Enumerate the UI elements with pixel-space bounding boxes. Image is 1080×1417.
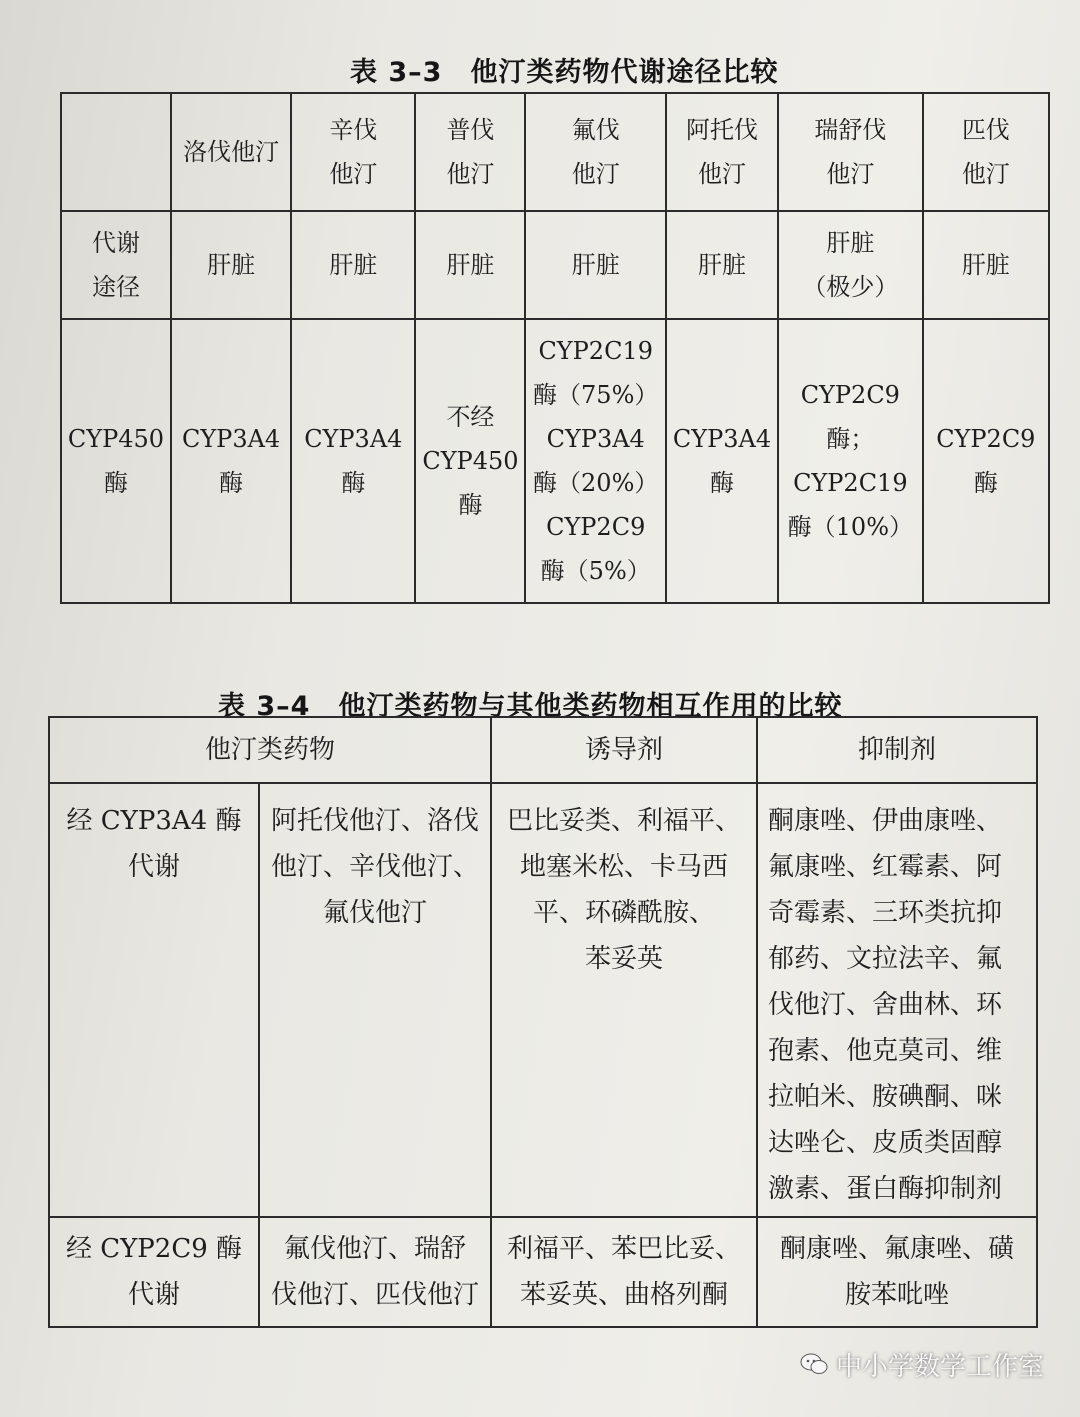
cell-text-line: CYP3A4 <box>546 425 645 453</box>
cell-text-line: 他汀 <box>446 160 495 188</box>
table-cell <box>923 211 1049 319</box>
table-cell <box>666 319 778 603</box>
cell-text-line: CYP3A4 <box>181 425 281 453</box>
table-3-3 <box>60 92 1050 604</box>
table-cell <box>259 1217 491 1327</box>
table-row <box>61 211 1049 319</box>
header-cell: 他汀类药物 <box>49 717 491 783</box>
cell-text-line: 辛伐 <box>329 116 378 144</box>
cell-text-line: 他汀 <box>961 160 1010 188</box>
table-cell <box>61 319 171 603</box>
table-header-row <box>49 717 1037 783</box>
cell-text-line: 肝脏 <box>207 251 256 279</box>
table-3-3-caption: 表 3–3 他汀类药物代谢途径比较 <box>350 57 779 88</box>
table-cell <box>49 1217 259 1327</box>
wechat-icon <box>800 1352 828 1376</box>
cell-text-line: 郁药、文拉法辛、氟 <box>768 944 1003 974</box>
table-cell <box>49 783 259 1217</box>
table-cell <box>491 783 757 1217</box>
cell-text-line: 不经 <box>446 403 495 431</box>
watermark-text: 中小学数学工作室 <box>836 1352 1045 1382</box>
table-cell <box>757 783 1037 1217</box>
table-cell <box>415 211 525 319</box>
cell-text-line: 代谢 <box>127 852 180 882</box>
cell-text-line: CYP3A4 <box>672 425 772 453</box>
cell-text-line: 孢素、他克莫司、维 <box>768 1036 1003 1066</box>
cell-text-line: 普伐 <box>446 116 495 144</box>
table-cell <box>259 783 491 1217</box>
cell-text-line: 肝脏 <box>961 251 1010 279</box>
table-3-4-caption: 表 3–4 他汀类药物与其他类药物相互作用的比较 <box>218 691 843 722</box>
cell-text-line: 洛伐他汀 <box>183 138 280 166</box>
cell-text-line: 途径 <box>92 273 140 301</box>
table-row <box>49 1217 1037 1327</box>
cell-text-line: 瑞舒伐 <box>814 116 887 144</box>
table-cell <box>525 211 666 319</box>
table-cell <box>171 319 291 603</box>
cell-text-line: 代谢 <box>92 229 140 257</box>
header-cell <box>923 93 1049 211</box>
cell-text-line: （极少） <box>802 273 899 301</box>
cell-text-line: 阿托伐 <box>686 116 758 144</box>
table-3-4 <box>48 716 1038 1328</box>
cell-text-line: 氟伐他汀、瑞舒 <box>284 1234 467 1264</box>
cell-text-line: CYP2C19 <box>538 337 653 365</box>
cell-text-line: 伐他汀、舍曲林、环 <box>768 990 1003 1020</box>
header-cell <box>61 93 171 211</box>
header-cell <box>415 93 525 211</box>
cell-text-line: 肝脏 <box>446 251 495 279</box>
table-cell <box>923 319 1049 603</box>
cell-text-line: 酶 <box>341 469 366 497</box>
cell-text-line: 他汀 <box>571 160 620 188</box>
cell-text-line: 苯妥英、曲格列酮 <box>520 1280 729 1310</box>
cell-text-line: 他汀、辛伐他汀、 <box>271 852 480 882</box>
cell-text-line: CYP450 <box>67 425 165 453</box>
cell-text-line: 酶 <box>104 469 128 497</box>
cell-text-line: 肝脏 <box>826 229 875 257</box>
cell-text-line: 利福平、苯巴比妥、 <box>507 1234 742 1264</box>
table-cell <box>61 211 171 319</box>
cell-text-line: 平、环磷酰胺、 <box>533 898 716 928</box>
cell-text-line: 氟伐他汀 <box>323 898 428 928</box>
cell-text-line: CYP450 <box>422 447 519 475</box>
cell-text-line: 阿托伐他汀、洛伐 <box>271 806 480 836</box>
cell-text-line: 地塞米松、卡马西 <box>520 852 729 882</box>
cell-text-line: 酶； <box>826 425 875 453</box>
table-row <box>49 783 1037 1217</box>
cell-text-line: 氟伐 <box>571 116 620 144</box>
cell-text-line: 他汀 <box>329 160 378 188</box>
cell-text-line: 他汀 <box>698 160 746 188</box>
cell-text-line: 伐他汀、匹伐他汀 <box>271 1280 480 1310</box>
cell-text-line: 经 CYP2C9 酶 <box>65 1234 243 1264</box>
cell-text-line: 酮康唑、伊曲康唑、 <box>768 806 1003 836</box>
cell-text-line: 胺苯吡唑 <box>845 1280 950 1310</box>
cell-text-line: 肝脏 <box>571 251 620 279</box>
table-cell <box>491 1217 757 1327</box>
cell-text-line: 他汀 <box>826 160 875 188</box>
cell-text-line: 酶 <box>458 491 483 519</box>
cell-text-line: 激素、蛋白酶抑制剂 <box>768 1174 1003 1204</box>
cell-text-line: CYP3A4 <box>304 425 403 453</box>
cell-text-line: 代谢 <box>127 1280 180 1310</box>
cell-text-line: CYP2C9 <box>800 381 900 409</box>
table-cell <box>666 211 778 319</box>
table-cell <box>778 319 923 603</box>
cell-text-line: 苯妥英 <box>585 944 664 974</box>
cell-text-line: 酶（5%） <box>540 557 651 585</box>
header-cell: 抑制剂 <box>757 717 1037 783</box>
header-cell <box>666 93 778 211</box>
cell-text-line: 肝脏 <box>698 251 746 279</box>
cell-text-line: 奇霉素、三环类抗抑 <box>768 898 1003 928</box>
cell-text-line: 酶（75%） <box>533 381 659 409</box>
cell-text-line: 酶 <box>219 469 244 497</box>
table-cell <box>291 319 415 603</box>
header-cell <box>525 93 666 211</box>
table-cell <box>171 211 291 319</box>
cell-text-line: 酶 <box>973 469 998 497</box>
cell-text-line: 酮康唑、氟康唑、磺 <box>780 1234 1015 1264</box>
cell-text-line: 酶（10%） <box>787 513 913 541</box>
cell-text-line: 酶 <box>710 469 734 497</box>
cell-text-line: 巴比妥类、利福平、 <box>507 806 742 836</box>
table-cell <box>778 211 923 319</box>
table-cell <box>525 319 666 603</box>
header-cell: 诱导剂 <box>491 717 757 783</box>
table-cell <box>757 1217 1037 1327</box>
cell-text-line: 酶（20%） <box>533 469 659 497</box>
cell-text-line: CYP2C19 <box>793 469 908 497</box>
table-cell <box>415 319 525 603</box>
header-cell <box>291 93 415 211</box>
header-cell <box>171 93 291 211</box>
cell-text-line: CYP2C9 <box>546 513 646 541</box>
cell-text-line: 匹伐 <box>961 116 1010 144</box>
header-cell <box>778 93 923 211</box>
cell-text-line: 经 CYP3A4 酶 <box>66 806 242 836</box>
table-row <box>61 319 1049 603</box>
cell-text-line: 氟康唑、红霉素、阿 <box>768 852 1003 882</box>
cell-text-line: 拉帕米、胺碘酮、咪 <box>768 1082 1003 1112</box>
cell-text-line: 达唑仑、皮质类固醇 <box>768 1128 1003 1158</box>
table-cell <box>291 211 415 319</box>
cell-text-line: CYP2C9 <box>936 425 1036 453</box>
table-header-row <box>61 93 1049 211</box>
cell-text-line: 肝脏 <box>329 251 378 279</box>
